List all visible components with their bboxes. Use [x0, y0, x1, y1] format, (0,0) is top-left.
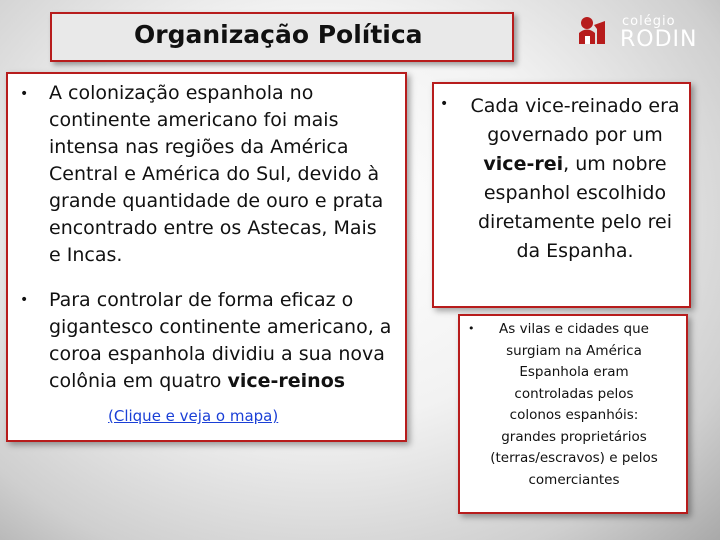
map-link[interactable]: (Clique e veja o mapa) — [108, 407, 279, 425]
bullet-marker: • — [20, 292, 29, 308]
logo-small-text: colégio — [622, 14, 676, 29]
bullet-marker: • — [468, 322, 475, 335]
rodin-logo-icon — [576, 14, 608, 48]
left-bullet-1: A colonização espanhola no continente americano foi mais intensa nas regiões da América Central e América do Sul, devido à grande quantidade de ouro e prata encontrado entre os Astecas, Mais e Incas. — [49, 82, 384, 266]
right-bottom-text: As vilas e cidades que surgiam na América Espanhola eram controladas pelos colonos espanhóis: grandes proprietários (terras/escravos) e pelos comerciantes — [490, 321, 658, 488]
left-bullet-2: Para controlar de forma eficaz o gigantesco continente americano, a coroa espanhola dividiu a sua nova colônia em quatro vice-reinos — [49, 289, 392, 392]
logo-big-text: RODIN — [620, 27, 698, 52]
bullet-marker: • — [440, 96, 449, 112]
bullet-marker: • — [20, 86, 29, 102]
right-top-text: Cada vice-reinado era governado por um vice-rei, um nobre espanhol escolhido diretamente pelo rei da Espanha. — [470, 95, 680, 262]
slide-title: Organização Política — [134, 20, 423, 49]
school-logo — [576, 12, 698, 52]
